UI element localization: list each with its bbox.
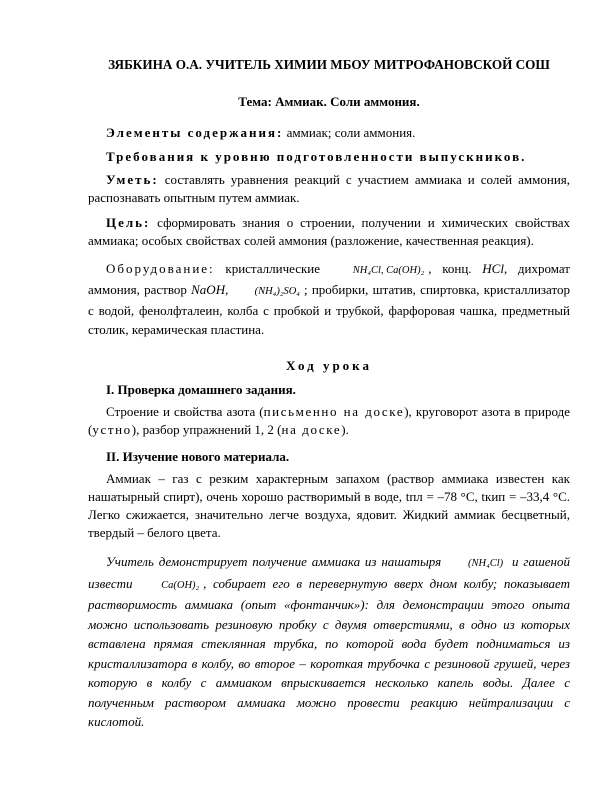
equipment-text-2: , конц. [428, 261, 483, 276]
section1-text-1: Строение и свойства азота ( [106, 404, 264, 419]
section2-title: II. Изучение нового материала. [106, 449, 290, 464]
goal [88, 214, 570, 250]
equipment-text-4: , [225, 282, 233, 297]
skills [88, 171, 570, 207]
equipment-text-1: кристаллические [214, 261, 331, 276]
section1-spaced-3: на доске [281, 422, 342, 437]
section1-spaced-2: устно [92, 422, 132, 437]
section1-text-4: ). [341, 422, 349, 437]
author-header: ЗЯБКИНА О.А. УЧИТЕЛЬ ХИМИИ МБОУ МИТРОФАНОВСКОЙ СОШ [108, 57, 550, 72]
requirements-label: Требования к уровню подготовленности выпускников. [106, 149, 527, 164]
content-elements-label: Элементы содержания: [106, 125, 284, 140]
formula-nh4-2-so4: (NH₄)₂SO₄ [254, 286, 300, 297]
lesson-progress-title: Ход урока [286, 358, 372, 373]
section1-text [88, 403, 570, 439]
content-elements-text: аммиак; соли аммония. [283, 125, 416, 140]
equipment-text-5: ; пробирки, штатив, спиртовка, кристаллизатор с водой, фенолфталеин, колба с пробкой и трубкой, фарфоровая чашка, предметный столик, керамическая пластина. [88, 282, 571, 337]
goal-text: сформировать знания о строении, получении и химических свойствах аммиака; особых свойствах солей аммония (разложение, качественная реакция). [88, 215, 570, 248]
section1-title: I. Проверка домашнего задания. [106, 382, 296, 397]
content-elements [88, 124, 570, 142]
formula-hcl: HCl [482, 261, 504, 276]
formula-naoh: NaOH [191, 282, 226, 297]
formula-nh4cl: (NH₄Cl) [468, 558, 504, 569]
equipment [88, 259, 570, 339]
section1-text-2: ), круговорот азота в природе ( [88, 404, 570, 437]
requirements [88, 148, 570, 166]
section1-spaced-1: письменно на доске [263, 404, 405, 419]
skills-label: Уметь: [106, 172, 159, 187]
formula-caoh2: Ca(OH)₂ [161, 579, 200, 591]
section1-text-3: ), разбор упражнений 1, 2 ( [131, 422, 282, 437]
skills-text: составлять уравнения реакций с участием аммиака и солей аммония, распознавать опытным путем аммиак. [88, 172, 570, 205]
equipment-label: Оборудование: [106, 261, 215, 276]
demo-text-2: и гашеной извести [88, 554, 570, 591]
demo-paragraph [88, 552, 570, 732]
lesson-topic: Тема: Аммиак. Соли аммония. [238, 94, 420, 109]
section2-text: Аммиак – газ с резким характерным запахом (раствор аммиака известен как нашатырный спирт), очень хорошо растворимый в воде, tпл = –78 °C, tкип = –33,4 °C. Легко сжижается, значительно легче воздуха, ядовит. Жидкий аммиак бесцветный, твердый – белого цвета. [88, 471, 570, 540]
demo-text-1: Учитель демонстрирует получение аммиака из нашатыря [106, 554, 447, 569]
formula-nh4cl-caoh2: NH₄Cl, Ca(OH)₂ [352, 265, 425, 276]
goal-label: Цель: [106, 215, 151, 230]
demo-text-3: , собирает его в перевернутую вверх дном колбу; показывает растворимость аммиака (опыт «фонтанчик»): для демонстрации этого опыта можно использовать резиновую пробку с двумя отверстиями, в одно из которых вставлена прямая стеклянная трубка, по которой вода будет подниматься из кристаллизатора в колбу, во второе – короткая трубочка с резиновой грушей, через которую в колбу с аммиаком впрыскивается несколько капель воды. Далее с полученным раствором аммиака можно провести реакцию нейтрализации с кислотой. [88, 575, 570, 729]
equipment-text-3: , дихромат аммония, раствор [88, 261, 570, 297]
